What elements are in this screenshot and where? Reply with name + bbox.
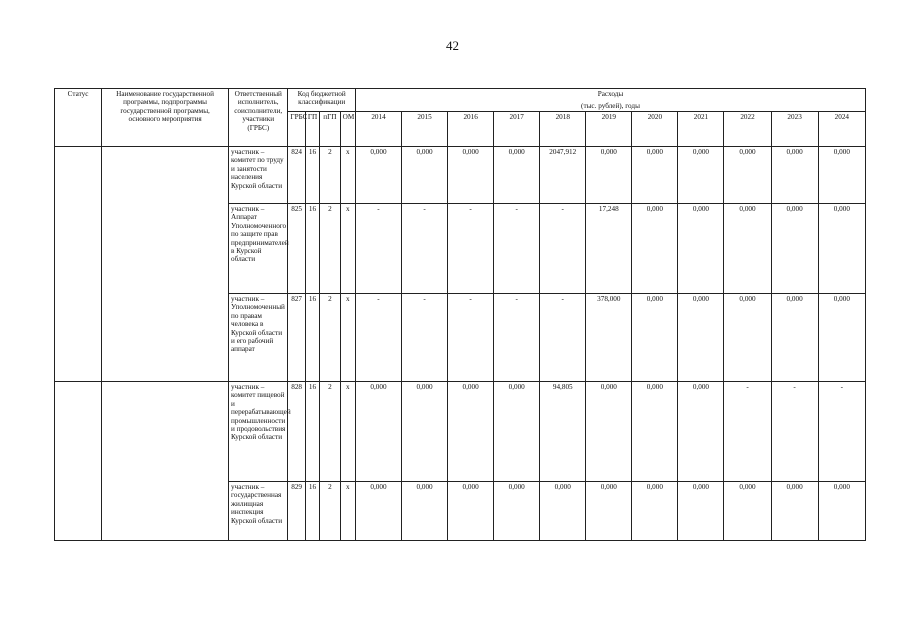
value-cell: 0,000 <box>355 481 401 540</box>
status-cell <box>55 146 102 381</box>
table-row <box>55 381 866 481</box>
value-cell: 0,000 <box>678 293 724 381</box>
value-cell: - <box>355 293 401 381</box>
header-year-2015: 2015 <box>402 111 448 146</box>
value-cell: 0,000 <box>402 146 448 203</box>
code-gp-cell: 16 <box>305 146 319 203</box>
value-cell: - <box>402 203 448 293</box>
header-year-2022: 2022 <box>724 111 771 146</box>
name-cell <box>102 146 229 381</box>
code-pgp-cell: 2 <box>320 146 340 203</box>
value-cell: 0,000 <box>771 146 818 203</box>
value-cell: - <box>402 293 448 381</box>
value-cell: 0,000 <box>632 293 678 381</box>
header-code-pgp: пГП <box>320 111 340 146</box>
code-grbs-cell: 824 <box>288 146 305 203</box>
header-code-grbs: ГРБС <box>288 111 305 146</box>
executor-cell: участник – государственная жилищная инспекция Курской области <box>229 481 288 540</box>
value-cell: - <box>448 293 494 381</box>
value-cell: 0,000 <box>494 146 540 203</box>
value-cell: 0,000 <box>724 203 771 293</box>
value-cell: 0,000 <box>818 481 865 540</box>
executor-cell: участник – комитет пищевой и перерабатывающей промышленности и продовольствия Курской области <box>229 381 288 481</box>
value-cell: 0,000 <box>678 481 724 540</box>
code-gp-cell: 16 <box>305 293 319 381</box>
value-cell: - <box>818 381 865 481</box>
value-cell: 0,000 <box>771 481 818 540</box>
status-cell <box>55 381 102 540</box>
value-cell: - <box>494 293 540 381</box>
header-year-2023: 2023 <box>771 111 818 146</box>
value-cell: - <box>355 203 401 293</box>
value-cell: 17,248 <box>586 203 632 293</box>
code-om-cell: х <box>340 203 355 293</box>
value-cell: 0,000 <box>540 481 586 540</box>
value-cell: 0,000 <box>448 146 494 203</box>
value-cell: 0,000 <box>632 203 678 293</box>
code-om-cell: х <box>340 146 355 203</box>
value-cell: 0,000 <box>494 481 540 540</box>
value-cell: 0,000 <box>818 293 865 381</box>
header-name: Наименование государственной программы, подпрограммы государственной программы, основного мероприятия <box>102 89 229 147</box>
value-cell: 0,000 <box>724 293 771 381</box>
value-cell: - <box>771 381 818 481</box>
header-expenses-unit: (тыс. рублей), годы <box>355 101 865 112</box>
value-cell: 2047,912 <box>540 146 586 203</box>
value-cell: 0,000 <box>402 381 448 481</box>
value-cell: 0,000 <box>586 381 632 481</box>
code-grbs-cell: 827 <box>288 293 305 381</box>
code-om-cell: х <box>340 481 355 540</box>
header-code-om: ОМ <box>340 111 355 146</box>
header-year-2019: 2019 <box>586 111 632 146</box>
table-row <box>55 146 866 203</box>
header-code-gp: ГП <box>305 111 319 146</box>
page-number: 42 <box>446 38 459 53</box>
code-grbs-cell: 829 <box>288 481 305 540</box>
value-cell: 0,000 <box>771 293 818 381</box>
value-cell: 0,000 <box>632 381 678 481</box>
header-year-2024: 2024 <box>818 111 865 146</box>
name-cell <box>102 381 229 540</box>
header-expenses: Расходы <box>355 89 865 101</box>
header-budget-code: Код бюджетной классификации <box>288 89 356 112</box>
code-grbs-cell: 825 <box>288 203 305 293</box>
executor-cell: участник – Уполномоченный по правам человека в Курской области и его рабочий аппарат <box>229 293 288 381</box>
value-cell: 0,000 <box>724 146 771 203</box>
code-gp-cell: 16 <box>305 381 319 481</box>
header-year-2021: 2021 <box>678 111 724 146</box>
code-om-cell: х <box>340 381 355 481</box>
value-cell: 0,000 <box>632 146 678 203</box>
header-executor: Ответственный исполнитель, соисполнители, участники (ГРБС) <box>229 89 288 147</box>
header-year-2018: 2018 <box>540 111 586 146</box>
code-pgp-cell: 2 <box>320 203 340 293</box>
header-year-2020: 2020 <box>632 111 678 146</box>
value-cell: 0,000 <box>818 203 865 293</box>
value-cell: 0,000 <box>355 146 401 203</box>
budget-table <box>54 88 866 541</box>
value-cell: - <box>540 203 586 293</box>
value-cell: 0,000 <box>402 481 448 540</box>
value-cell: - <box>494 203 540 293</box>
code-pgp-cell: 2 <box>320 481 340 540</box>
value-cell: 378,000 <box>586 293 632 381</box>
value-cell: 0,000 <box>678 203 724 293</box>
value-cell: 94,805 <box>540 381 586 481</box>
value-cell: 0,000 <box>448 481 494 540</box>
executor-cell: участник – комитет по труду и занятости населения Курской области <box>229 146 288 203</box>
value-cell: 0,000 <box>818 146 865 203</box>
value-cell: 0,000 <box>494 381 540 481</box>
value-cell: 0,000 <box>724 481 771 540</box>
code-om-cell: х <box>340 293 355 381</box>
header-year-2016: 2016 <box>448 111 494 146</box>
value-cell: 0,000 <box>448 381 494 481</box>
value-cell: 0,000 <box>355 381 401 481</box>
value-cell: - <box>540 293 586 381</box>
value-cell: 0,000 <box>678 146 724 203</box>
value-cell: 0,000 <box>678 381 724 481</box>
value-cell: 0,000 <box>771 203 818 293</box>
code-pgp-cell: 2 <box>320 381 340 481</box>
value-cell: 0,000 <box>586 146 632 203</box>
value-cell: - <box>448 203 494 293</box>
header-year-2014: 2014 <box>355 111 401 146</box>
code-grbs-cell: 828 <box>288 381 305 481</box>
value-cell: - <box>724 381 771 481</box>
code-gp-cell: 16 <box>305 481 319 540</box>
executor-cell: участник – Аппарат Уполномоченного по защите прав предпринимателей в Курской области <box>229 203 288 293</box>
header-status: Статус <box>55 89 102 147</box>
code-gp-cell: 16 <box>305 203 319 293</box>
header-year-2017: 2017 <box>494 111 540 146</box>
code-pgp-cell: 2 <box>320 293 340 381</box>
value-cell: 0,000 <box>586 481 632 540</box>
value-cell: 0,000 <box>632 481 678 540</box>
